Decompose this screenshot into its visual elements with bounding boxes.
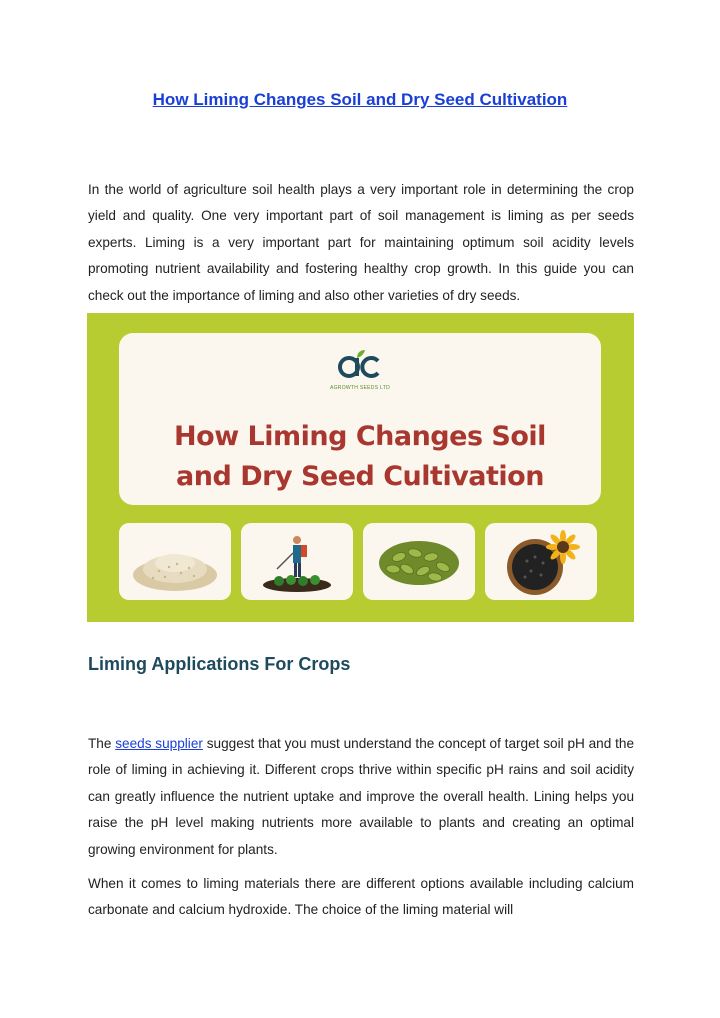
- intro-paragraph: In the world of agriculture soil health plays a very important role in determining the crop yield and quality. One very important part of soil management is liming as per seeds experts. Liming is a very important part for maintaining optimum soil acidity levels promoting nutrient availability and fostering healthy crop growth. In this guide you can check out the importance of liming and also other varieties of dry seeds.: [88, 182, 634, 303]
- banner-title-line-2: and Dry Seed Cultivation: [176, 461, 544, 492]
- sunflower-seeds-image: [485, 523, 597, 600]
- banner-title: [119, 417, 601, 497]
- para-text-prefix: The: [88, 736, 116, 751]
- section-heading: Liming Applications For Crops: [88, 654, 351, 674]
- banner-title-card: [119, 333, 601, 505]
- pumpkin-seeds-image: [363, 523, 475, 600]
- para-text-rest: suggest that you must understand the concept of target soil pH and the role of liming in achieving it. Different crops thrive within specific pH rains and soil acidity can greatly influence the nutrient uptake and improve the overall health. Lining helps you raise the pH level making nutrients more available to plants and creating an optimal growing environment for plants.: [88, 736, 634, 857]
- page-title[interactable]: How Liming Changes Soil and Dry Seed Cultivation: [152, 90, 568, 109]
- logo-icon: [337, 349, 383, 384]
- logo-subtext: AGROWTH SEEDS LTD: [329, 385, 390, 391]
- farmer-spraying-image: [241, 523, 353, 600]
- seeds-supplier-link[interactable]: seeds supplier: [115, 736, 203, 751]
- banner-image: [87, 313, 634, 622]
- liming-materials-paragraph: When it comes to liming materials there are different options available including calcium carbonate and calcium hydroxide. The choice of the liming material will: [88, 876, 634, 918]
- brand-logo: [119, 349, 601, 391]
- rice-seeds-image: [119, 523, 231, 600]
- banner-title-line-1: How Liming Changes Soil: [174, 421, 546, 452]
- supplier-paragraph: [88, 731, 634, 863]
